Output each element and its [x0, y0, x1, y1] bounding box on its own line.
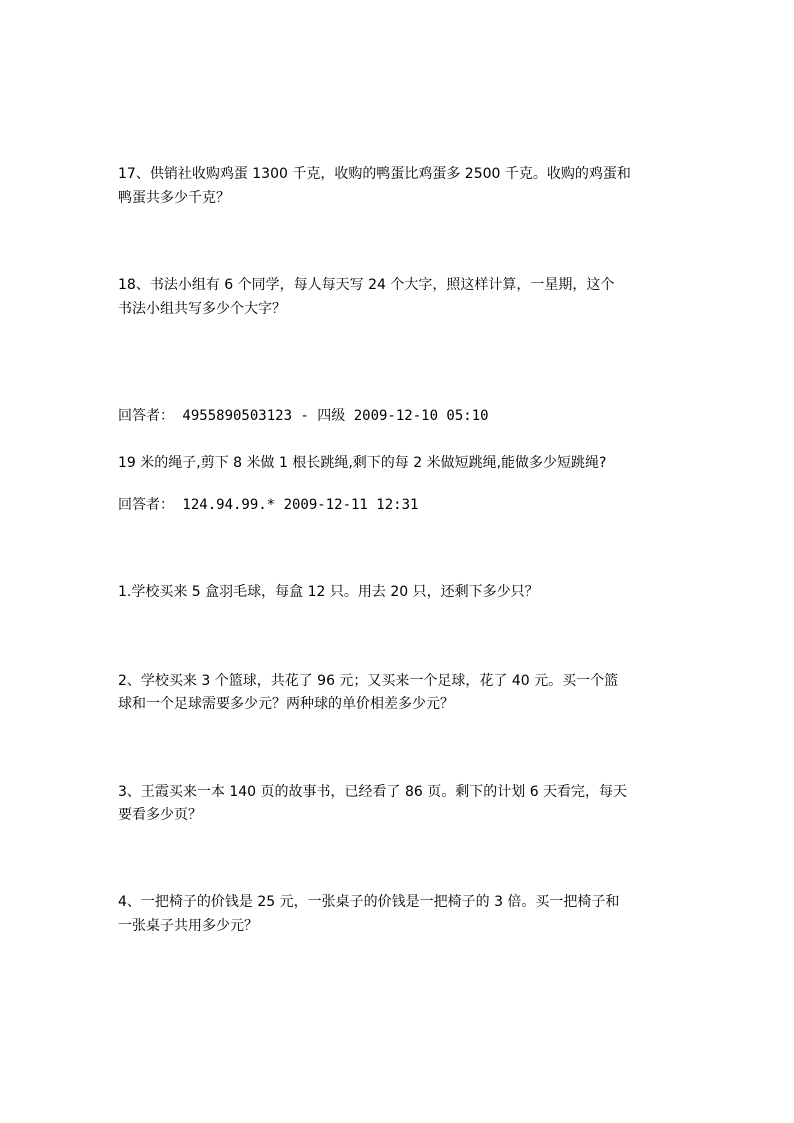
problem-4-line-2: 一张桌子共用多少元？: [118, 918, 258, 934]
problem-2-line-1: 2、学校买来 3 个篮球，共花了 96 元；又买来一个足球，花了 40 元。买一个篮: [118, 673, 619, 689]
answer-byline-2: 回答者： 124.94.99.* 2009-12-11 12:31: [118, 497, 419, 513]
question-19: 19 米的绳子,剪下 8 米做 1 根长跳绳,剩下的每 2 米做短跳绳,能做多少短跳绳?: [118, 455, 607, 471]
question-17-line-2: 鸭蛋共多少千克？: [118, 190, 230, 206]
question-17-line-1: 17、供销社收购鸡蛋 1300 千克，收购的鸭蛋比鸡蛋多 2500 千克。收购的鸡蛋和: [118, 166, 631, 182]
problem-3-line-1: 3、王霞买来一本 140 页的故事书，已经看了 86 页。剩下的计划 6 天看完，每天: [118, 784, 628, 800]
problem-2-line-2: 球和一个足球需要多少元？两种球的单价相差多少元？: [118, 696, 454, 712]
problem-4-line-1: 4、一把椅子的价钱是 25 元，一张桌子的价钱是一把椅子的 3 倍。买一把椅子和: [118, 894, 620, 910]
question-18-line-1: 18、书法小组有 6 个同学，每人每天写 24 个大字，照这样计算，一星期，这个: [118, 277, 615, 293]
answer-byline-1: 回答者： 4955890503123 - 四级 2009-12-10 05:10: [118, 408, 489, 424]
problem-1-line-1: 1.学校买来 5 盒羽毛球，每盒 12 只。用去 20 只，还剩下多少只？: [118, 584, 539, 600]
problem-3-line-2: 要看多少页？: [118, 807, 202, 823]
question-18-line-2: 书法小组共写多少个大字？: [118, 301, 286, 317]
